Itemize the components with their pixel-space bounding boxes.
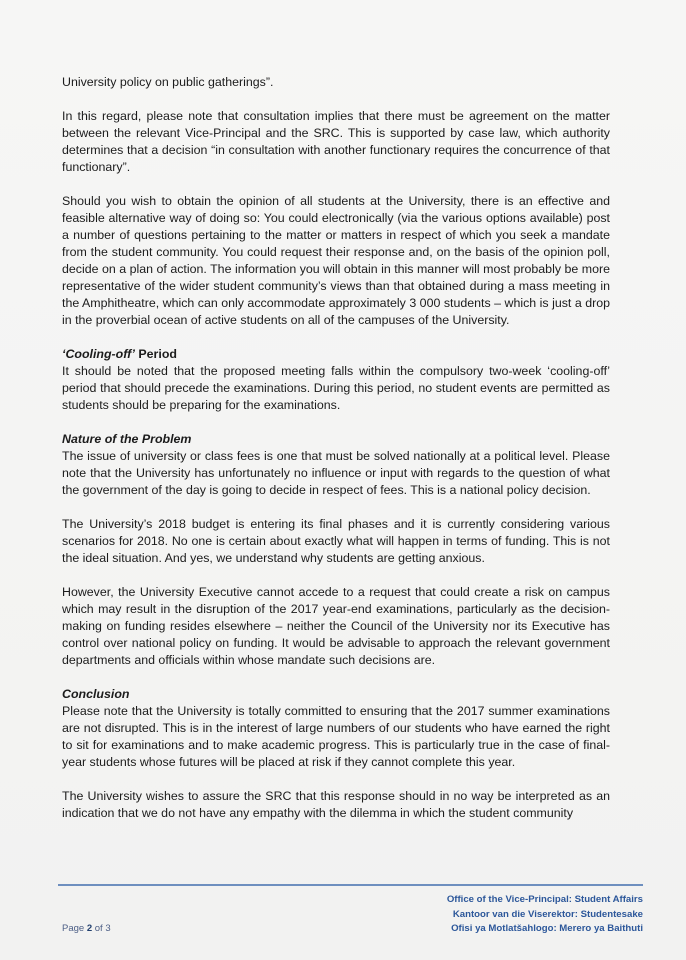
page-number-current: 2	[86, 923, 93, 934]
heading-nature-of-problem: Nature of the Problem	[62, 432, 192, 446]
footer-divider	[58, 884, 643, 886]
heading-cooling-off-plain: Period	[134, 347, 177, 361]
paragraph-executive: However, the University Executive cannot accede to a request that could create a risk on campus which may result in the disruption of the 2017 year-end examinations, particularly as the decision-making on funding resides elsewhere – neither the Council of the University nor its Executive has control over national policy on funding. It would be advisable to approach the relevant government departments and officials within whose mandate such decisions are.	[62, 585, 610, 667]
paragraph-consultation: In this regard, please note that consultation implies that there must be agreement on the matter between the relevant Vice-Principal and the SRC. This is supported by case law, which authority determines that a decision “in consultation with another functionary requires the concurrence of that functionary”.	[62, 109, 610, 174]
heading-conclusion: Conclusion	[62, 687, 130, 701]
page-number	[62, 923, 111, 934]
office-line-sepedi: Ofisi ya Motlatšahlogo: Merero ya Baithuti	[451, 923, 643, 934]
office-line-english: Office of the Vice-Principal: Student Affairs	[446, 894, 643, 905]
paragraph-conclusion: Please note that the University is totally committed to ensuring that the 2017 summer examinations are not disrupted. This is in the interest of large numbers of our students who have earned the right to sit for examinations and to make academic progress. This is particularly true in the case of final-year students whose futures will be placed at risk if they cannot complete this year.	[62, 704, 610, 769]
page-number-prefix: Page	[62, 923, 87, 934]
page-number-middle: of	[92, 923, 106, 934]
office-line-afrikaans: Kantoor van die Viserektor: Studentesake	[452, 908, 643, 920]
paragraph-policy-quote: University policy on public gatherings”.	[62, 75, 274, 89]
page-number-total: 3	[105, 923, 111, 934]
paragraph-nature-of-problem: The issue of university or class fees is one that must be solved nationally at a political level. Please note that the University has unfortunately no influence or input with regards to the question of what the government of the day is going to decide in respect of fees. This is a national policy decision.	[62, 449, 610, 497]
paragraph-assurance: The University wishes to assure the SRC that this response should in no way be interpreted as an indication that we do not have any empathy with the dilemma in which the student community	[62, 789, 610, 820]
paragraph-cooling-off: It should be noted that the proposed meeting falls within the compulsory two-week ‘cooling-off’ period that should precede the examinations. During this period, no student events are permitted as students should be preparing for the examinations.	[62, 364, 610, 412]
heading-cooling-off-italic: ‘Cooling-off’	[62, 347, 135, 361]
document-body	[62, 74, 610, 822]
office-block	[447, 893, 643, 937]
heading-cooling-off	[62, 346, 610, 363]
paragraph-opinion-poll: Should you wish to obtain the opinion of all students at the University, there is an effective and feasible alternative way of doing so: You could electronically (via the various options available) post a number of questions pertaining to the matter or matters in respect of which you seek a mandate from the student community. You could request their response and, on the basis of the opinion poll, decide on a plan of action. The information you will obtain in this manner will most probably be more representative of the wider student community’s views than that obtained during a mass meeting in the Amphitheatre, which can only accommodate approximately 3 000 students – which is just a drop in the proverbial ocean of active students on all of the campuses of the University.	[62, 194, 610, 327]
paragraph-budget: The University’s 2018 budget is entering its final phases and it is currently considering various scenarios for 2018. No one is certain about exactly what will happen in terms of funding. This is not the ideal situation. And yes, we understand why students are getting anxious.	[62, 517, 610, 565]
